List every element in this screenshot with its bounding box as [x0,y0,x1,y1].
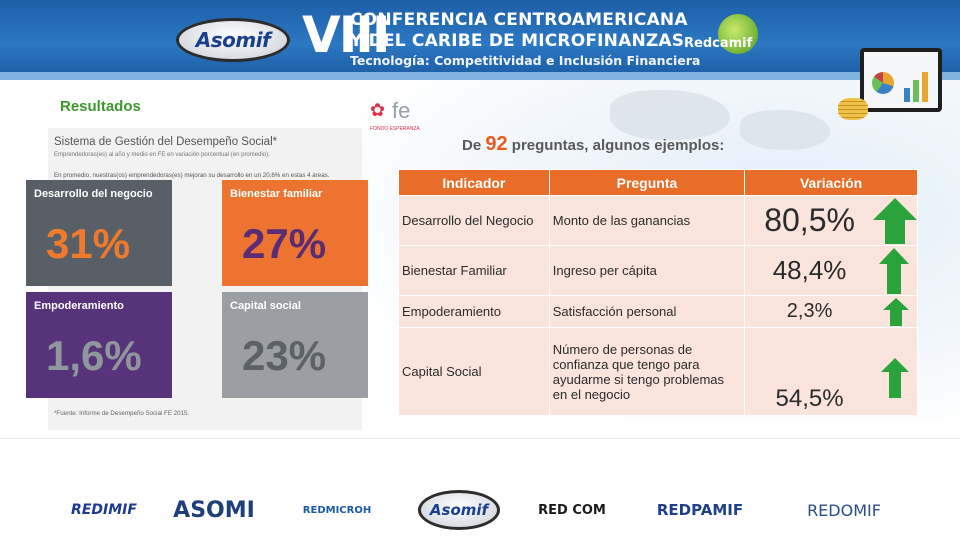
tile-empoderamiento [26,292,172,398]
infographic-note: En promedio, nuestras(os) emprendedoras(es) mejoran su desarrollo en un 20,6% en estas 4 áreas. [54,172,330,179]
results-table [398,169,918,416]
bar-icon [922,72,928,102]
tile-value: 1,6% [46,332,142,379]
table-row [399,296,918,328]
cell-variacion [745,246,918,296]
table-row [399,246,918,296]
cell-variacion [745,328,918,416]
tile-label: Desarrollo del negocio [34,188,153,200]
tile-value: 31% [46,220,131,267]
header-indicador: Indicador [399,170,550,196]
infographic-title: Sistema de Gestión del Desempeño Social* [54,136,278,148]
banner-stripe [0,72,960,80]
conference-title-line2: Y DEL CARIBE DE MICROFINANZAS [350,31,685,51]
up-arrow-icon [883,298,909,326]
bar-icon [904,88,910,102]
conference-title-line1: CONFERENCIA CENTROAMERICANA [350,10,688,30]
table-row [399,328,918,416]
cell-indicador: Capital Social [399,328,550,416]
redimif-logo: REDIMIF [71,502,137,518]
tile-value: 27% [242,220,327,267]
header-variacion: Variación [745,170,918,196]
up-arrow-icon [873,198,917,244]
fondo-esperanza-logo [370,100,425,136]
cell-pregunta: Satisfacción personal [549,296,744,328]
header-banner [0,0,960,80]
redcom-logo: RED COM [538,502,606,518]
bar-icon [913,80,919,102]
asomif-logo-text: Asomif [195,28,271,52]
tile-label: Capital social [230,300,301,312]
intro-text [462,133,724,156]
asomif-logo [176,18,290,62]
cell-variacion [745,296,918,328]
asomif-footer-logo-text: Asomif [418,490,500,530]
variacion-value: 80,5% [764,202,855,238]
tile-value: 23% [242,332,327,379]
laptop-screen [860,48,942,112]
cell-pregunta: Monto de las ganancias [549,196,744,246]
redpamif-logo: REDPAMIF [656,501,744,519]
cell-pregunta: Número de personas de confianza que tengo para ayudarme si tengo problemas en el negocio [549,328,744,416]
up-arrow-icon [881,358,909,398]
intro-suffix: preguntas, algunos ejemplos: [511,137,725,154]
redcamif-logo-text: Redcamif [684,36,753,51]
tile-desarrollo-negocio [26,180,172,286]
redmicroh-logo: REDMICROH [302,504,372,516]
map-land [740,110,830,150]
tile-capital-social [222,292,368,398]
cell-indicador: Empoderamiento [399,296,550,328]
pie-chart-icon [872,72,894,94]
redcamif-logo [684,14,784,58]
section-label: Resultados [60,98,141,115]
intro-prefix: De [462,137,482,154]
question-count: 92 [485,133,508,155]
variacion-value: 54,5% [775,385,844,412]
redomif-logo: REDOMIF [807,500,881,520]
cell-pregunta: Ingreso per cápita [549,246,744,296]
edition-numeral: VIII [302,6,389,64]
cell-variacion [745,196,918,246]
infographic-footnote: *Fuente: Informe de Desempeño Social FE 2015. [54,410,190,417]
fe-logo-caption: FONDO ESPERANZA [370,126,420,132]
infographic-subtitle: Emprendedoras(es) al año y medio en FE en variación porcentual (en promedio). [54,152,270,158]
tile-bienestar-familiar [222,180,368,286]
cell-indicador: Desarrollo del Negocio [399,196,550,246]
variacion-value: 2,3% [786,300,833,322]
asomif-footer-logo [414,488,504,532]
coins-icon [838,98,868,120]
conference-subtitle: Tecnología: Competitividad e Inclusión Financiera [350,53,701,68]
flower-icon: ✿ [370,100,386,120]
variacion-value: 48,4% [772,255,847,285]
tile-label: Bienestar familiar [230,188,323,200]
tile-label: Empoderamiento [34,300,124,312]
header-pregunta: Pregunta [549,170,744,196]
table-row [399,196,918,246]
asomi-logo: ASOMI [173,497,255,523]
laptop-chart-illustration [838,40,948,125]
up-arrow-icon [879,248,909,294]
cell-indicador: Bienestar Familiar [399,246,550,296]
fe-logo-text: fe [392,98,411,123]
table-header-row [399,170,918,196]
